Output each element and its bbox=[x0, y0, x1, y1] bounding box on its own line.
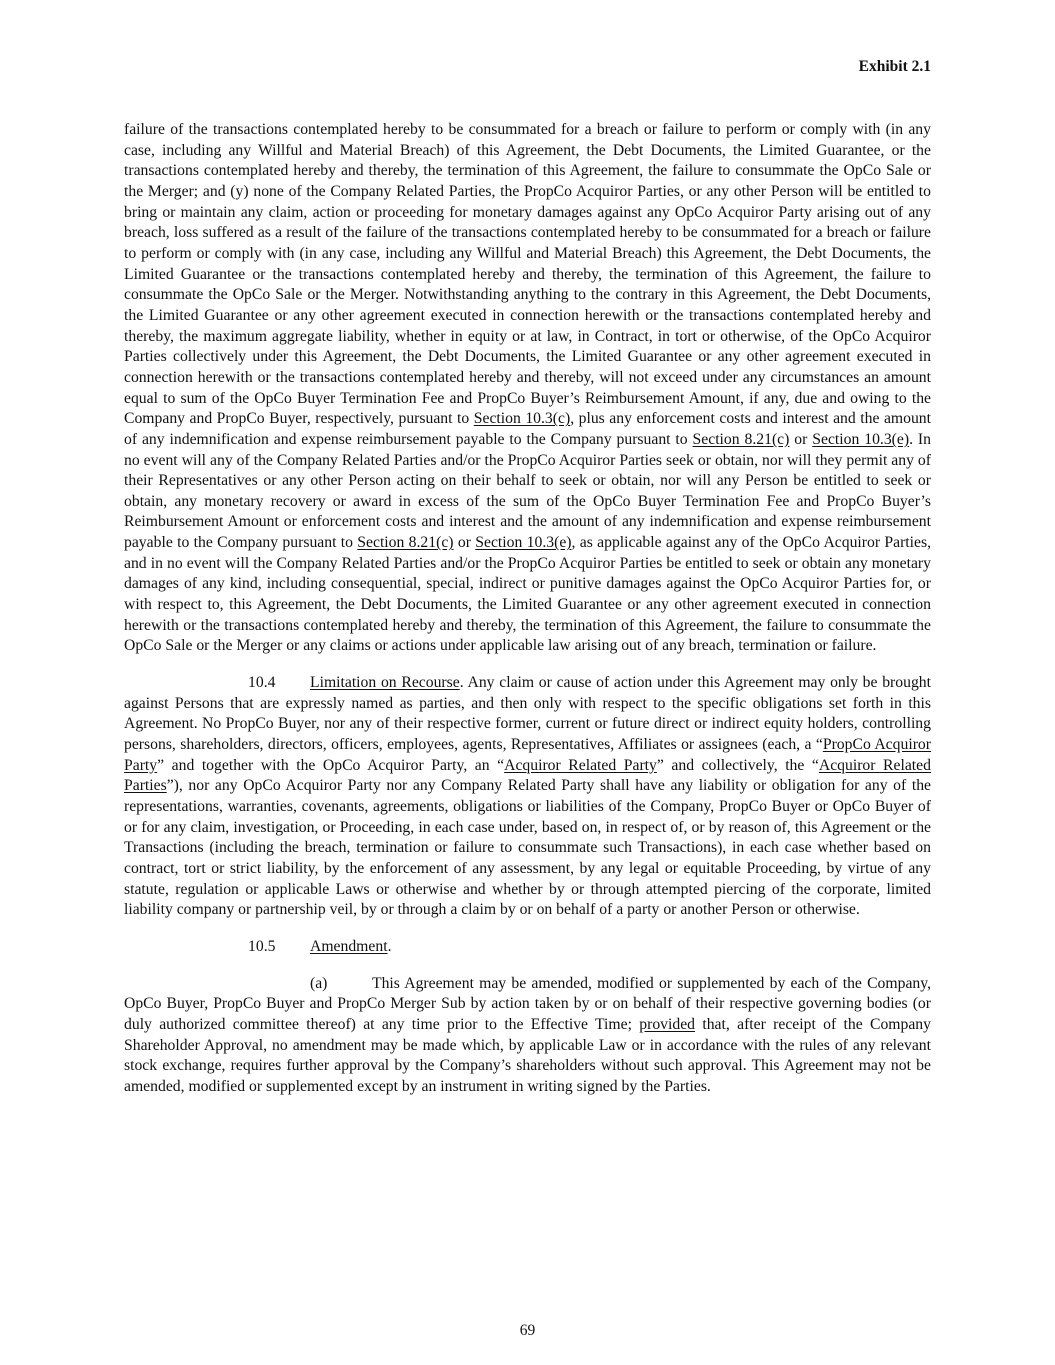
text-run: ” and collectively, the “ bbox=[656, 756, 819, 774]
section-reference: Section 8.21(c) bbox=[357, 534, 454, 552]
text-run: , plus any enforcement costs and interest and the amount of any indemnification and expense reimbursement payable to the Company pursuant to bbox=[124, 410, 931, 448]
text-run: . Any claim or cause of action under this Agreement may only be brought against Persons that are expressly named as parties, and then only with respect to the specific obligations set forth in this Agreement. No PropCo Buyer, nor any of their respective former, current or future direct or indirect equity holders, controlling persons, shareholders, directors, officers, employees, agents, Representatives, Affiliates or assignees (each, a “ bbox=[124, 674, 931, 754]
subsection-a bbox=[124, 974, 931, 1098]
text-run: ” and together with the OpCo Acquiror Party, an “ bbox=[157, 756, 505, 774]
text-run: . bbox=[387, 937, 392, 955]
section-reference: Section 10.3(c) bbox=[473, 410, 571, 428]
defined-term: PropCo Acquiror Party bbox=[124, 736, 931, 774]
page-number: 69 bbox=[519, 1322, 536, 1339]
section-number: 10.5 bbox=[248, 937, 276, 955]
defined-term: provided bbox=[639, 1015, 696, 1033]
section-10-4 bbox=[124, 673, 931, 921]
defined-term: Acquiror Related Party bbox=[504, 756, 657, 774]
section-reference: Section 10.3(e) bbox=[475, 534, 572, 552]
section-heading: Amendment bbox=[310, 937, 388, 955]
text-run: that, after receipt of the Company Shareholder Approval, no amendment may be made which, by applicable Law or in accordance with the rules of any relevant stock exchange, requires further approval by the Company’s shareholders without such approval. This Agreement may not be amended, modified or supplemented except by an instrument in writing signed by the Parties. bbox=[124, 1015, 931, 1095]
document-body bbox=[124, 120, 931, 1098]
document-page bbox=[124, 0, 931, 1365]
exhibit-label: Exhibit 2.1 bbox=[858, 58, 931, 75]
text-run: failure of the transactions contemplated hereby to be consummated for a breach or failure to perform or comply with (in any case, including any Willful and Material Breach) of this Agreement, the Debt Documents, the Limited Guarantee, or the transactions contemplated hereby and thereby, the termination of this Agreement, the failure to consummate the OpCo Sale or the Merger; and (y) none of the Company Related Parties, the PropCo Acquiror Parties, or any other Person will be entitled to bring or maintain any claim, action or proceeding for monetary damages against any OpCo Acquiror Party arising out of any breach, loss suffered as a result of the failure of the transactions contemplated hereby to be consummated for a breach or failure to perform or comply with (in any case, including any Willful and Material Breach) this Agreement, the Debt Documents, the Limited Guarantee or the transactions contemplated hereby and thereby, the termination of this Agreement, the failure to consummate the OpCo Sale or the Merger. Notwithstanding anything to the contrary in this Agreement, the Debt Documents, the Limited Guarantee or any other agreement executed in connection herewith or the transactions contemplated hereby and thereby, the maximum aggregate liability, whether in equity or at law, in Contract, in tort or otherwise, of the OpCo Acquiror Parties collectively under this Agreement, the Debt Documents, the Limited Guarantee or any other agreement executed in connection herewith or the transactions contemplated hereby and thereby, will not exceed under any circumstances an amount equal to sum of the OpCo Buyer Termination Fee and PropCo Buyer’s Reimbursement Amount, if any, due and owing to the Company and PropCo Buyer, respectively, pursuant to bbox=[124, 121, 931, 428]
text-run: . In no event will any of the Company Related Parties and/or the PropCo Acquiror Parties seek or obtain, nor will they permit any of their Representatives or any other Person acting on their behalf to seek or obtain, nor will any Person be entitled to seek or obtain, any monetary recovery or award in excess of the sum of the OpCo Buyer Termination Fee and PropCo Buyer’s Reimbursement Amount or enforcement costs and interest and the amount of any indemnification and expense reimbursement payable to the Company pursuant to bbox=[124, 430, 931, 552]
section-heading: Limitation on Recourse bbox=[310, 674, 460, 692]
paragraph-continuation bbox=[124, 120, 931, 657]
section-reference: Section 8.21(c) bbox=[692, 430, 790, 448]
subsection-number: (a) bbox=[310, 974, 328, 992]
text-run: This Agreement may be amended, modified or supplemented by each of the Company, OpCo Buyer, PropCo Buyer and PropCo Merger Sub by action taken by or on behalf of their respective governing bodies (or duly authorized committee thereof) at any time prior to the Effective Time; bbox=[124, 974, 931, 1033]
section-number: 10.4 bbox=[248, 674, 276, 692]
text-run: or bbox=[453, 534, 476, 552]
section-10-5 bbox=[124, 937, 931, 958]
text-run: , as applicable against any of the OpCo Acquiror Parties, and in no event will the Company Related Parties and/or the PropCo Acquiror Parties be entitled to seek or obtain any monetary damages of any kind, including consequential, special, indirect or punitive damages against the OpCo Acquiror Parties for, or with respect to, this Agreement, the Debt Documents, the Limited Guarantee or any other agreement executed in connection herewith or the transactions contemplated hereby and thereby, the termination of this Agreement, the failure to consummate the OpCo Sale or the Merger or any claims or actions under applicable law arising out of any breach, termination or failure. bbox=[124, 534, 932, 655]
defined-term: Acquiror Related Parties bbox=[124, 756, 931, 795]
text-run: or bbox=[789, 430, 813, 448]
section-reference: Section 10.3(e) bbox=[812, 430, 910, 448]
text-run: ”), nor any OpCo Acquiror Party nor any Company Related Party shall have any liability or obligation for any of the representations, warranties, covenants, agreements, obligations or liabilities of the Company, PropCo Buyer or OpCo Buyer of or for any claim, investigation, or Proceeding, in each case under, based on, in respect of, or by reason of, this Agreement or the Transactions (including the breach, termination or failure to consummate such Transactions), in each case whether based on contract, tort or strict liability, by the enforcement of any assessment, by any legal or equitable Proceeding, by virtue of any statute, regulation or applicable Laws or otherwise and whether by or through attempted piercing of the corporate, limited liability company or partnership veil, by or through a claim by or on behalf of a party or another Person or otherwise. bbox=[124, 777, 931, 919]
